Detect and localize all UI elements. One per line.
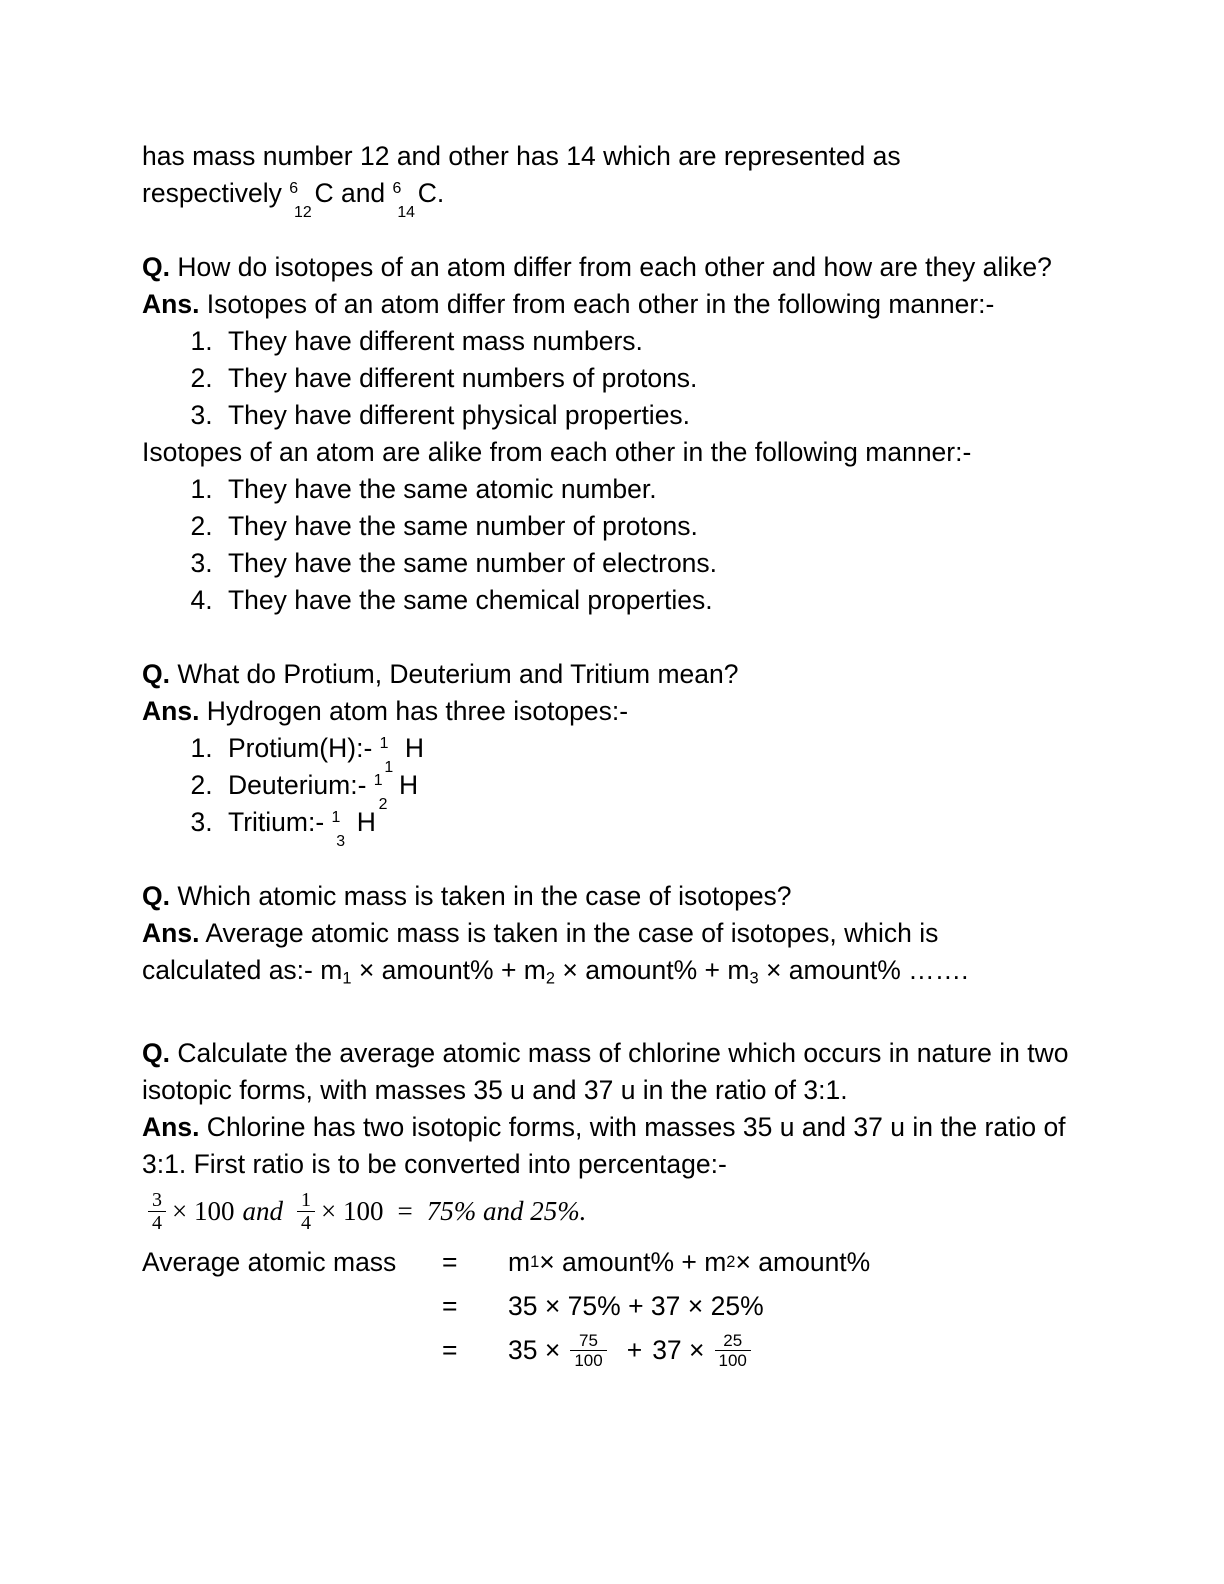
answer-3-line-1: Average atomic mass is taken in the case of isotopes, which is [199,918,939,948]
intro-line-2-mid: and [333,178,393,208]
answer-3-formula-b: × amount% + m [351,955,546,985]
section-gap [142,841,1072,878]
section-gap [142,212,1072,249]
and-word-1: and [242,1196,283,1227]
question-1 [142,249,1072,286]
fraction-denominator: 4 [148,1211,166,1234]
isotope-c14-element: C. [417,178,445,208]
answer-1-text: Isotopes of an atom differ from each other in the following manner:- [199,289,995,319]
isotope-protium-element: H [404,733,424,763]
calc-formula [508,1240,870,1284]
list-item: 1. They have different mass numbers. [220,323,1072,360]
isotope-deuterium-sub: 1 [373,771,383,789]
times-hundred-2: × 100 [320,1196,384,1227]
list-item [220,767,1072,814]
answer-3 [142,915,1072,998]
answer-3-formula-c: × amount% + m [555,955,750,985]
calc-label: Average atomic mass [142,1247,397,1278]
calc-row [142,1284,1072,1328]
answer-3-label: Ans. [142,918,200,948]
question-3 [142,878,1072,915]
fraction-25-over-100 [715,1331,751,1370]
calc-formula-b: × amount% + m [539,1247,727,1278]
mass-1-subscript: 1 [342,969,352,988]
mass-2-subscript: 2 [726,1253,736,1272]
fraction-one-quarter [297,1189,315,1235]
fraction-denominator: 100 [715,1350,751,1370]
intro-line-2-prefix: respectively [142,178,290,208]
isotope-c12-element: C [314,178,334,208]
isotope-tritium-sup: 3 [336,833,346,851]
answer-3-formula-a: calculated as:- m [142,955,343,985]
question-3-text: Which atomic mass is taken in the case of isotopes? [169,881,792,911]
answer-2-isotopes-list [142,730,1072,851]
fraction-three-quarters [148,1189,166,1235]
answer-2-text: Hydrogen atom has three isotopes:- [199,696,629,726]
mass-3-subscript: 3 [749,969,759,988]
question-3-label: Q. [142,881,170,911]
question-4-text: Calculate the average atomic mass of chlorine which occurs in nature in two isotopic forms, with masses 35 u and 37 u in the ratio of 3:1. [142,1037,1069,1105]
question-1-text: How do isotopes of an atom differ from each other and how are they alike? [169,252,1052,282]
isotope-deuterium-element: H [398,770,419,800]
calc-substituted-values: 35 × 75% + 37 × 25% [508,1291,764,1322]
percentage-conversion-line [142,1189,1072,1235]
isotope-tritium-element: H [356,807,376,837]
answer-1-label: Ans. [142,289,200,319]
section-gap [142,998,1072,1035]
intro-paragraph [142,138,1072,222]
answer-4-text: Chlorine has two isotopic forms, with masses 35 u and 37 u in the ratio of 3:1. First ratio is to be converted into percentage:- [142,1111,1066,1179]
fraction-numerator: 3 [152,1188,162,1211]
isotope-protium-sub: 1 [379,734,389,752]
calc-fraction-expression [508,1328,761,1372]
answer-1-similarities-intro: Isotopes of an atom are alike from each other in the following manner:- [142,437,972,467]
answer-2 [142,693,1072,730]
list-item [220,730,1072,777]
calc-row [142,1240,1072,1284]
list-item [220,804,1072,851]
isotope-c12-sub: 6 [289,179,299,197]
isotope-tritium-sub: 1 [331,808,341,826]
calc-term-2: 37 × [652,1335,705,1366]
times-hundred-1: × 100 [172,1196,235,1227]
plus-sign: + [626,1335,643,1366]
percentage-result: 75% and 25%. [426,1196,587,1227]
mass-1-subscript: 1 [530,1253,540,1272]
answer-2-label: Ans. [142,696,200,726]
question-4 [142,1035,1072,1109]
answer-1-similarities-list [142,471,1072,619]
list-item: 3. They have the same number of electrons. [220,545,1072,582]
question-2 [142,656,1072,693]
fraction-numerator: 25 [723,1330,743,1350]
list-item: 2. They have the same number of protons. [220,508,1072,545]
average-atomic-mass-calculation [142,1240,1072,1372]
question-2-text: What do Protium, Deuterium and Tritium mean? [169,659,739,689]
mass-2-subscript: 2 [545,969,556,988]
fraction-numerator: 75 [579,1330,598,1350]
isotope-name: Tritium:- [228,807,332,837]
question-4-label: Q. [142,1037,170,1068]
isotope-c14-sub: 6 [392,179,402,197]
isotope-c14-sup: 14 [397,204,415,222]
isotope-name: Protium(H):- [228,733,380,763]
equals-sign: = [397,1196,413,1227]
isotope-c12-sup: 12 [294,204,312,222]
calc-row [142,1328,1072,1372]
fraction-denominator: 4 [297,1211,315,1234]
list-item: 4. They have the same chemical properties. [220,582,1072,619]
list-item: 2. They have different numbers of protons. [220,360,1072,397]
answer-4 [142,1109,1072,1183]
question-1-label: Q. [142,252,170,282]
equals-sign: = [442,1247,458,1278]
fraction-denominator: 100 [570,1350,606,1370]
answer-3-formula-d: × amount% ……. [758,955,969,985]
fraction-75-over-100 [570,1331,606,1370]
calc-formula-a: m [508,1247,531,1278]
calc-formula-c: × amount% [735,1247,871,1278]
isotope-protium-sup: 1 [384,759,394,777]
list-item: 1. They have the same atomic number. [220,471,1072,508]
section-gap [142,619,1072,656]
equals-sign: = [442,1335,458,1366]
list-item: 3. They have different physical properties. [220,397,1072,434]
isotope-name: Deuterium:- [228,770,374,800]
question-2-label: Q. [142,659,170,689]
fraction-numerator: 1 [300,1188,311,1211]
answer-1 [142,286,1072,323]
answer-4-label: Ans. [142,1111,200,1142]
document-content [142,138,1072,1372]
calc-term-1: 35 × [508,1335,561,1366]
isotope-deuterium-sup: 2 [378,796,388,814]
equals-sign: = [442,1291,458,1322]
intro-line-1: has mass number 12 and other has 14 which are represented as [142,141,901,171]
answer-1-differences-list [142,323,1072,434]
